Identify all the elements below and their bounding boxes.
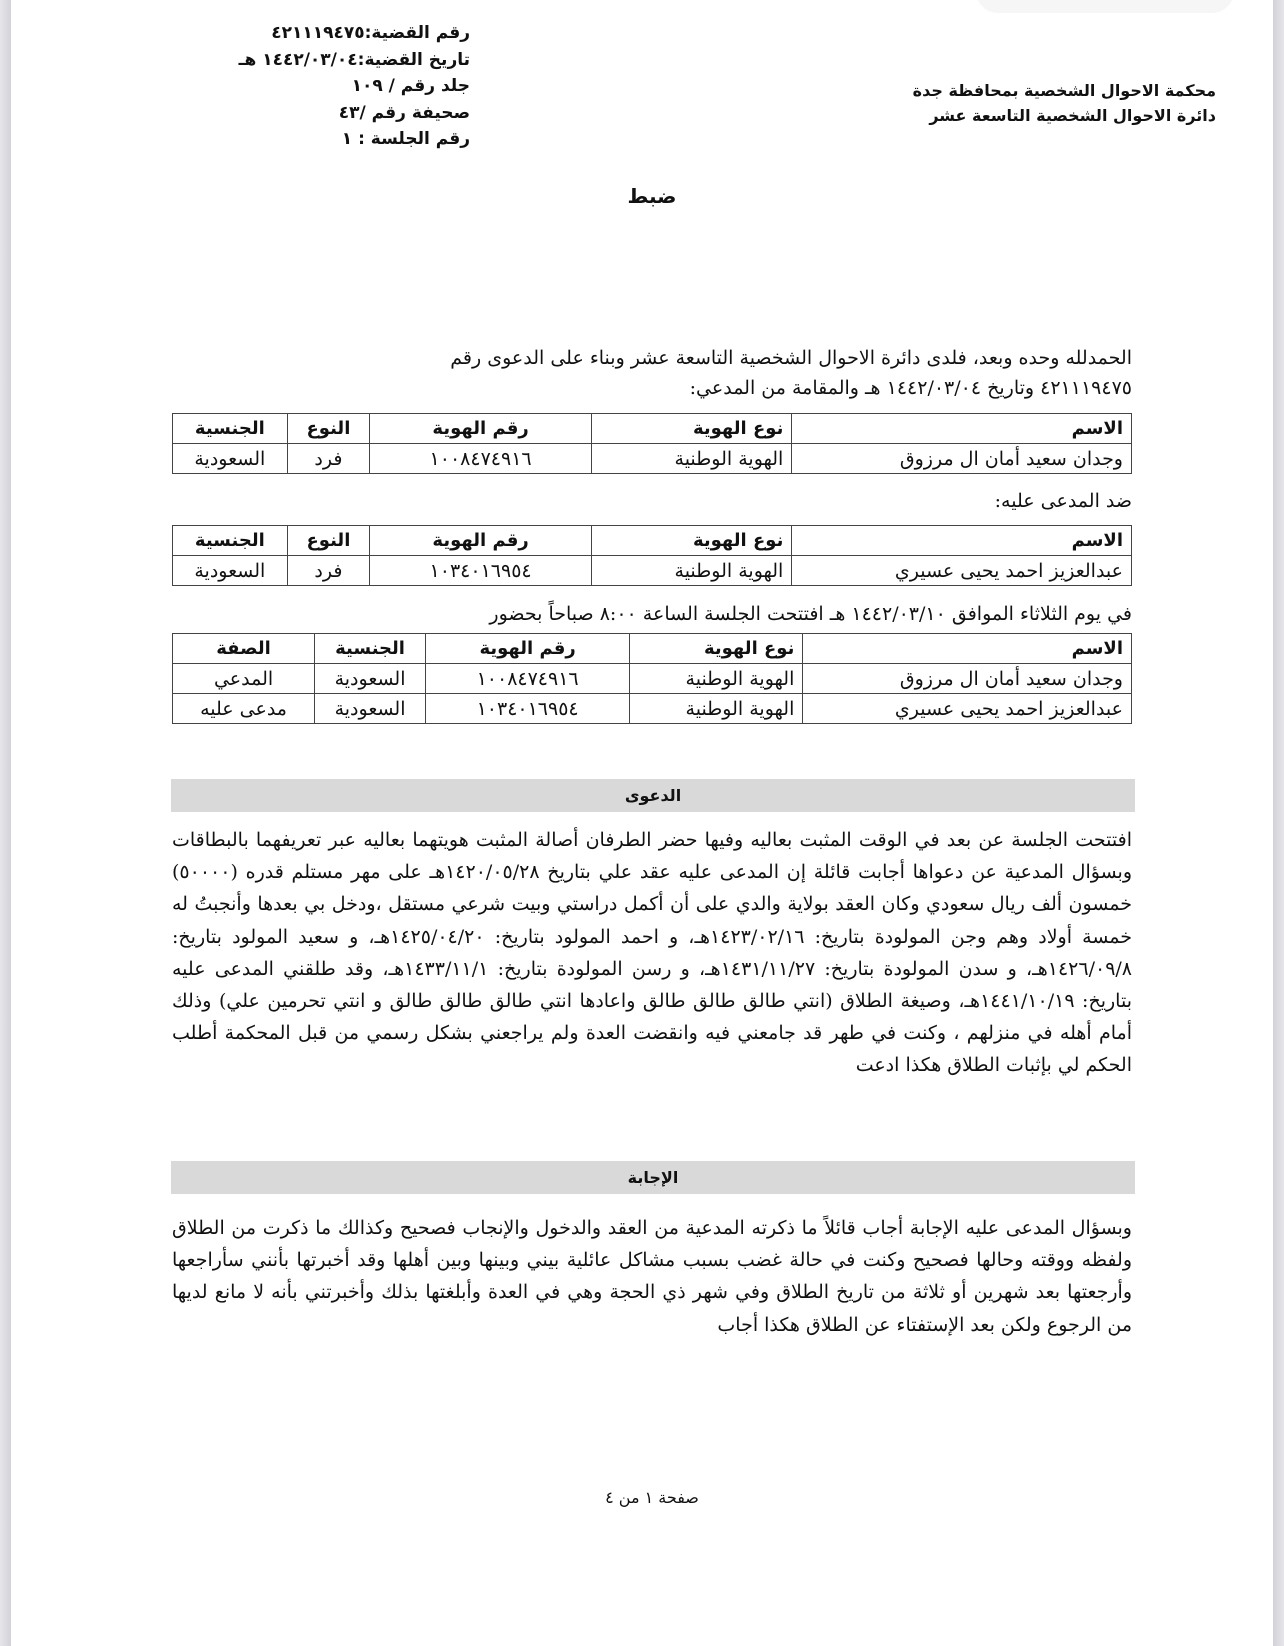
header-name: الاسم [803, 634, 1132, 664]
claim-paragraph: افتتحت الجلسة عن بعد في الوقت المثبت بعاليه وفيها حضر الطرفان أصالة المثبت هويتهما بعاليه عبر تعريفهما بالبطاقات وبسؤال المدعية عن دعواها أجابت قائلة إن المدعى عليه عقد علي بتاريخ ١٤٢٠/٠٥/٢٨هـ على مهر مستلم قدره (٥٠٠٠٠) خمسون ألف ريال سعودي وكان العقد بولاية والدي على أن أكمل دراستي وبيت شرعي مستقل ،ودخل بي بعدها وأنجبتُ له خمسة أولاد وهم وجن المولودة بتاريخ: ١٤٢٣/٠٢/١٦هـ، و احمد المولود بتاريخ: ١٤٢٥/٠٤/٢٠هـ، و سعيد المولود بتاريخ: ١٤٢٦/٠٩/٨هـ، و سدن المولودة بتاريخ: ١٤٣١/١١/٢٧هـ، و رسن المولودة بتاريخ: ١٤٣٣/١١/١هـ، وقد طلقني المدعى عليه بتاريخ: ١٤٤١/١٠/١٩هـ، وصيغة الطلاق (انتي طالق طالق طالق واعادها انتي طالق طالق طالق و انتي تحرمين علي) وذلك أمام أهله في منزلهم ، وكنت في طهر قد جامعني فيه وانقضت العدة ولم يراجعني بشكل رسمي من قبل المحكمة أطلب الحكم لي بإثبات الطلاق هكذا ادعت [172, 829, 1133, 1077]
intro-line-2: ٤٢١١١٩٤٧٥ وتاريخ ١٤٤٢/٠٣/٠٤ هـ والمقامة من المدعي: [689, 377, 1132, 399]
cell-id-number: ١٠٣٤٠١٦٩٥٤ [370, 556, 592, 586]
cell-name: عبدالعزيز احمد يحيى عسيري [792, 556, 1132, 586]
header-nationality: الجنسية [173, 414, 288, 444]
table-header-row [173, 634, 1132, 664]
viewer-top-pill [976, 0, 1234, 13]
document-page [12, 0, 1272, 1646]
session-number: رقم الجلسة : ١ [341, 129, 470, 149]
cell-id-number: ١٠٠٨٤٧٤٩١٦ [370, 444, 592, 474]
header-id-type: نوع الهوية [591, 414, 791, 444]
header-name: الاسم [792, 526, 1132, 556]
volume-number: جلد رقم / ١٠٩ [351, 76, 470, 96]
cell-name: عبدالعزيز احمد يحيى عسيري [803, 694, 1132, 724]
header-id-number: رقم الهوية [426, 634, 630, 664]
plaintiff-table [172, 413, 1132, 474]
header-capacity: الصفة [173, 634, 315, 664]
intro-line-1: الحمدلله وحده وبعد، فلدى دائرة الاحوال الشخصية التاسعة عشر وبناء على الدعوى رقم [450, 347, 1132, 369]
cell-id-type: الهوية الوطنية [630, 694, 803, 724]
table-row [173, 664, 1132, 694]
viewer-frame-right [1273, 0, 1284, 1646]
header-nationality: الجنسية [173, 526, 288, 556]
cell-nationality: السعودية [173, 556, 288, 586]
cell-type: فرد [287, 556, 370, 586]
page-reference: صحيفة رقم /٤٣ [338, 102, 470, 123]
claim-section-heading: الدعوى [171, 779, 1135, 812]
case-info-block [212, 20, 470, 153]
against-label: ضد المدعى عليه: [994, 490, 1132, 512]
table-row [173, 556, 1132, 586]
header-id-number: رقم الهوية [370, 414, 592, 444]
cell-capacity: مدعى عليه [173, 694, 315, 724]
header-id-type: نوع الهوية [630, 634, 803, 664]
header-id-number: رقم الهوية [370, 526, 592, 556]
case-date: تاريخ القضية:١٤٤٢/٠٣/٠٤ هـ [238, 49, 470, 70]
table-header-row [173, 414, 1132, 444]
cell-nationality: السعودية [315, 694, 426, 724]
case-number: رقم القضية:٤٢١١١٩٤٧٥ [271, 23, 470, 43]
table-row [173, 694, 1132, 724]
header-nationality: الجنسية [315, 634, 426, 664]
cell-id-type: الهوية الوطنية [630, 664, 803, 694]
table-row [173, 444, 1132, 474]
court-info-block [892, 78, 1216, 128]
intro-paragraph [302, 343, 1132, 403]
header-type: النوع [287, 414, 370, 444]
cell-id-number: ١٠٣٤٠١٦٩٥٤ [426, 694, 630, 724]
document-title: ضبط [627, 184, 677, 208]
cell-id-type: الهوية الوطنية [591, 444, 791, 474]
session-opening-line: في يوم الثلاثاء الموافق ١٤٤٢/٠٣/١٠ هـ افتتحت الجلسة الساعة ٨:٠٠ صباحاً بحضور [489, 603, 1132, 625]
header-name: الاسم [792, 414, 1132, 444]
page-indicator: صفحة ١ من ٤ [605, 1488, 699, 1507]
answer-section-heading: الإجابة [171, 1161, 1135, 1194]
cell-id-number: ١٠٠٨٤٧٤٩١٦ [426, 664, 630, 694]
header-id-type: نوع الهوية [591, 526, 791, 556]
viewer-frame-left [0, 0, 11, 1646]
cell-id-type: الهوية الوطنية [591, 556, 791, 586]
defendant-table [172, 525, 1132, 586]
answer-paragraph: وبسؤال المدعى عليه الإجابة أجاب قائلاً ما ذكرته المدعية من العقد والدخول والإنجاب فصحيح وكذالك ما ذكرت من الطلاق ولفظه ووقته وحالها فصحيح وكنت في حالة غضب بسبب مشاكل عائلية بيني وبينها وبين أهلها وقد أخبرتها بأنني سأراجعها وأرجعتها بعد شهرين أو ثلاثة من تاريخ الطلاق وفي شهر ذي الحجة وهي في العدة وأبلغتها بذلك وأخبرتني بأنه لا مانع لديها من الرجوع ولكن بعد الإستفتاء عن الطلاق هكذا أجاب [172, 1217, 1132, 1336]
cell-capacity: المدعي [173, 664, 315, 694]
court-circuit: دائرة الاحوال الشخصية التاسعة عشر [929, 106, 1216, 125]
court-name: محكمة الاحوال الشخصية بمحافظة جدة [912, 81, 1216, 100]
table-header-row [173, 526, 1132, 556]
cell-type: فرد [287, 444, 370, 474]
cell-nationality: السعودية [315, 664, 426, 694]
attendance-table [172, 633, 1132, 724]
cell-name: وجدان سعيد أمان ال مرزوق [792, 444, 1132, 474]
cell-name: وجدان سعيد أمان ال مرزوق [803, 664, 1132, 694]
header-type: النوع [287, 526, 370, 556]
cell-nationality: السعودية [173, 444, 288, 474]
